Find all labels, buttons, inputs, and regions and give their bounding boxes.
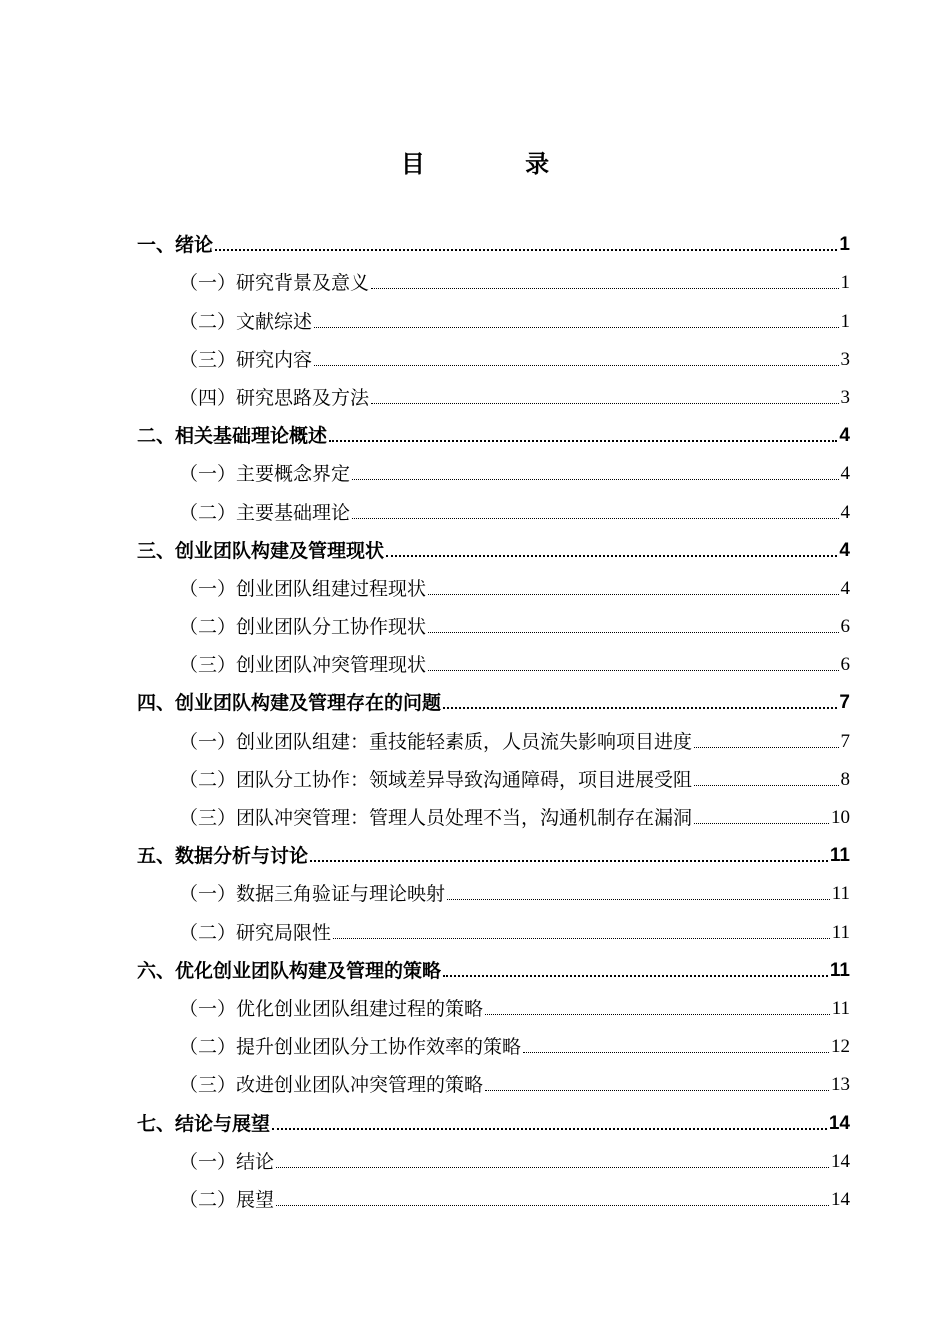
dot-leader xyxy=(314,327,838,328)
dot-leader xyxy=(428,632,838,633)
dot-leader xyxy=(329,440,837,442)
dot-leader xyxy=(523,1052,829,1053)
toc-entry-page-number: 11 xyxy=(829,845,850,867)
dot-leader xyxy=(443,975,828,977)
toc-section-entry[interactable] xyxy=(137,1026,850,1064)
toc-section-entry[interactable] xyxy=(137,873,850,911)
toc-entry-label: （一）主要概念界定 xyxy=(179,463,351,486)
toc-entry-page-number: 7 xyxy=(839,692,850,714)
toc-chapter-entry[interactable] xyxy=(137,950,850,988)
dot-leader xyxy=(386,555,837,557)
toc-entry-page-number: 11 xyxy=(829,959,850,981)
toc-entry-label: （三）创业团队冲突管理现状 xyxy=(179,654,427,677)
dot-leader xyxy=(485,1090,829,1091)
dot-leader xyxy=(352,518,838,519)
toc-entry-page-number: 1 xyxy=(840,272,850,294)
dot-leader xyxy=(447,899,830,900)
toc-section-entry[interactable] xyxy=(137,377,850,415)
toc-entry-label: （三）改进创业团队冲突管理的策略 xyxy=(179,1074,484,1097)
toc-section-entry[interactable] xyxy=(137,300,850,338)
dot-leader xyxy=(443,707,837,709)
toc-entry-label: 七、结论与展望 xyxy=(137,1112,271,1135)
toc-entry-label: （二）创业团队分工协作现状 xyxy=(179,616,427,639)
toc-chapter-entry[interactable] xyxy=(137,1102,850,1140)
toc-entry-label: （一）优化创业团队组建过程的策略 xyxy=(179,997,484,1020)
toc-entry-page-number: 3 xyxy=(840,348,850,370)
toc-entry-label: （二）团队分工协作：领域差异导致沟通障碍，项目进展受阻 xyxy=(179,768,693,791)
toc-entry-label: （一）创业团队组建：重技能轻素质，人员流失影响项目进度 xyxy=(179,730,693,753)
toc-entry-label: （二）展望 xyxy=(179,1188,275,1211)
toc-entry-page-number: 3 xyxy=(840,386,850,408)
toc-chapter-entry[interactable] xyxy=(137,530,850,568)
toc-entry-label: （二）主要基础理论 xyxy=(179,501,351,524)
toc-entry-page-number: 4 xyxy=(839,425,850,447)
toc-section-entry[interactable] xyxy=(137,606,850,644)
toc-entry-page-number: 4 xyxy=(839,539,850,561)
toc-entry-label: （四）研究思路及方法 xyxy=(179,386,370,409)
toc-entry-page-number: 4 xyxy=(840,463,850,485)
toc-entry-label: （一）结论 xyxy=(179,1150,275,1173)
toc-section-entry[interactable] xyxy=(137,797,850,835)
toc-section-entry[interactable] xyxy=(137,568,850,606)
toc-entry-page-number: 10 xyxy=(831,807,850,828)
table-of-contents xyxy=(137,224,850,1217)
toc-entry-label: （三）研究内容 xyxy=(179,348,313,371)
toc-section-entry[interactable] xyxy=(137,339,850,377)
toc-entry-label: （一）研究背景及意义 xyxy=(179,272,370,295)
toc-chapter-entry[interactable] xyxy=(137,224,850,262)
dot-leader xyxy=(485,1014,830,1015)
dot-leader xyxy=(428,670,838,671)
dot-leader xyxy=(333,938,830,939)
toc-entry-label: 二、相关基础理论概述 xyxy=(137,425,328,448)
toc-entry-page-number: 14 xyxy=(828,1112,850,1134)
toc-entry-label: 三、创业团队构建及管理现状 xyxy=(137,539,385,562)
toc-section-entry[interactable] xyxy=(137,759,850,797)
dot-leader xyxy=(314,365,838,366)
toc-entry-page-number: 4 xyxy=(840,577,850,599)
toc-entry-page-number: 6 xyxy=(840,654,850,676)
toc-entry-page-number: 11 xyxy=(831,997,850,1019)
toc-section-entry[interactable] xyxy=(137,262,850,300)
toc-entry-page-number: 4 xyxy=(840,501,850,523)
dot-leader xyxy=(276,1167,829,1168)
toc-chapter-entry[interactable] xyxy=(137,835,850,873)
toc-section-entry[interactable] xyxy=(137,1179,850,1217)
dot-leader xyxy=(694,747,838,748)
dot-leader xyxy=(215,249,837,251)
toc-entry-page-number: 1 xyxy=(840,310,850,332)
toc-entry-page-number: 7 xyxy=(840,730,850,752)
toc-entry-label: （二）文献综述 xyxy=(179,310,313,333)
toc-entry-page-number: 12 xyxy=(831,1036,850,1058)
toc-entry-page-number: 14 xyxy=(831,1150,850,1172)
dot-leader xyxy=(352,479,838,480)
toc-section-entry[interactable] xyxy=(137,720,850,758)
toc-section-entry[interactable] xyxy=(137,1141,850,1179)
toc-entry-label: 五、数据分析与讨论 xyxy=(137,845,309,868)
dot-leader xyxy=(371,288,838,289)
toc-section-entry[interactable] xyxy=(137,911,850,949)
toc-section-entry[interactable] xyxy=(137,988,850,1026)
toc-entry-label: 六、优化创业团队构建及管理的策略 xyxy=(137,959,442,982)
toc-entry-page-number: 6 xyxy=(840,616,850,638)
dot-leader xyxy=(272,1128,827,1130)
toc-entry-page-number: 11 xyxy=(831,883,850,905)
toc-entry-label: （一）数据三角验证与理论映射 xyxy=(179,883,446,906)
dot-leader xyxy=(276,1205,829,1206)
toc-section-entry[interactable] xyxy=(137,453,850,491)
toc-entry-label: （二）研究局限性 xyxy=(179,921,332,944)
toc-section-entry[interactable] xyxy=(137,1064,850,1102)
toc-entry-label: 一、绪论 xyxy=(137,234,214,257)
toc-chapter-entry[interactable] xyxy=(137,415,850,453)
toc-entry-page-number: 8 xyxy=(840,768,850,790)
toc-entry-page-number: 13 xyxy=(831,1074,850,1096)
toc-entry-page-number: 1 xyxy=(839,234,850,256)
page-title: 目 录 xyxy=(400,150,596,178)
toc-chapter-entry[interactable] xyxy=(137,682,850,720)
toc-entry-label: （三）团队冲突管理：管理人员处理不当，沟通机制存在漏洞 xyxy=(179,807,693,829)
toc-entry-page-number: 14 xyxy=(831,1188,850,1210)
dot-leader xyxy=(694,785,838,786)
dot-leader xyxy=(694,823,829,824)
toc-section-entry[interactable] xyxy=(137,491,850,529)
toc-section-entry[interactable] xyxy=(137,644,850,682)
dot-leader xyxy=(371,403,838,404)
dot-leader xyxy=(428,594,838,595)
toc-entry-page-number: 11 xyxy=(831,921,850,943)
toc-entry-label: （一）创业团队组建过程现状 xyxy=(179,577,427,600)
toc-entry-label: 四、创业团队构建及管理存在的问题 xyxy=(137,692,442,715)
dot-leader xyxy=(310,860,828,862)
toc-entry-label: （二）提升创业团队分工协作效率的策略 xyxy=(179,1036,522,1059)
